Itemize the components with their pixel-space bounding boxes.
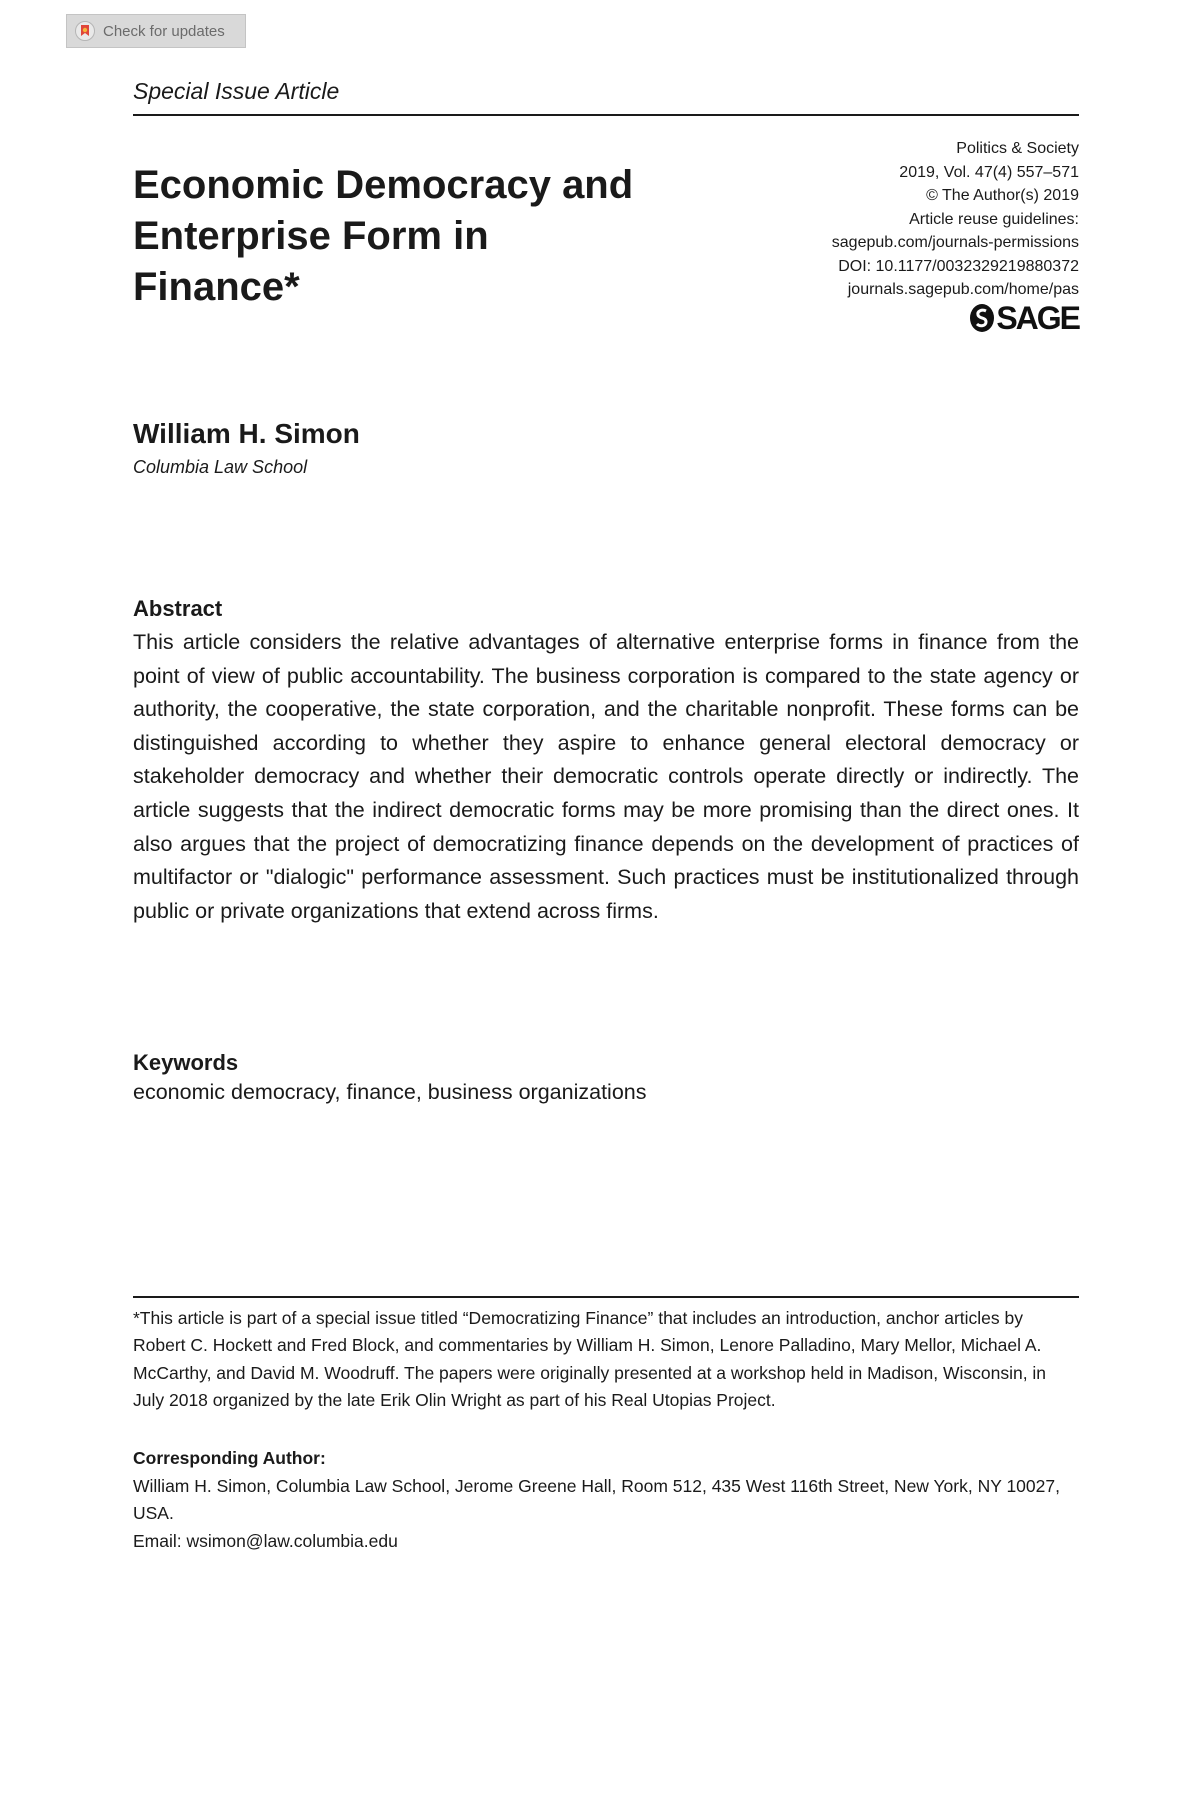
check-for-updates-button[interactable] <box>66 14 246 48</box>
sage-logo <box>969 302 1079 334</box>
sage-logo-icon <box>969 303 995 333</box>
keywords-heading: Keywords <box>133 1050 239 1075</box>
author-name: William H. Simon <box>133 418 360 449</box>
doi-link[interactable]: DOI: 10.1177/0032329219880372 <box>838 257 1079 275</box>
corresponding-author-details <box>133 1473 1079 1555</box>
check-for-updates-label: Check for updates <box>103 22 225 40</box>
reuse-guidelines-label: Article reuse guidelines: <box>909 210 1079 228</box>
crossmark-icon <box>75 21 95 41</box>
article-type-label: Special Issue Article <box>133 78 340 104</box>
article-title: Economic Democracy and Enterprise Form in Finance* <box>133 163 634 309</box>
copyright-line: © The Author(s) 2019 <box>926 187 1079 204</box>
email-label: Email: <box>133 1530 187 1551</box>
corresponding-author-heading: Corresponding Author: <box>133 1448 326 1468</box>
keywords-text: economic democracy, finance, business organizations <box>133 1080 647 1104</box>
journal-meta <box>659 137 1079 302</box>
corresponding-address: William H. Simon, Columbia Law School, Jerome Greene Hall, Room 512, 435 West 116th Street, New York, NY 10027, USA. <box>133 1476 1060 1524</box>
title-footnote: *This article is part of a special issue titled “Democratizing Finance” that includes an introduction, anchor articles by Robert C. Hockett and Fred Block, and commentaries by William H. Simon, Lenore Palladino, Mary Mellor, Michael A. McCarthy, and David M. Woodruff. The papers were originally presented at a workshop held in Madison, Wisconsin, in July 2018 organized by the late Erik Olin Wright as part of his Real Utopias Project. <box>133 1308 1047 1410</box>
corresponding-email-line <box>133 1528 1079 1555</box>
sage-logo-text: SAGE <box>996 300 1079 336</box>
header-rule <box>133 114 1079 116</box>
journal-name: Politics & Society <box>956 140 1079 157</box>
journal-volume: 2019, Vol. 47(4) 557–571 <box>899 163 1079 181</box>
author-affiliation: Columbia Law School <box>133 457 308 477</box>
email-link[interactable]: wsimon@law.columbia.edu <box>186 1530 398 1551</box>
abstract-heading: Abstract <box>133 596 223 621</box>
footnote-rule <box>133 1296 1079 1298</box>
abstract-text: This article considers the relative advantages of alternative enterprise forms in finance from the point of view of public accountability. The business corporation is compared to the state agency or authority, the cooperative, the state corporation, and the charitable nonprofit. These forms can be distinguished according to whether they aspire to enhance general electoral democracy or stakeholder democracy and whether their democratic controls operate directly or indirectly. The article suggests that the indirect democratic forms may be more promising than the direct ones. It also argues that the project of democratizing finance depends on the development of practices of multifactor or "dialogic" performance assessment. Such practices must be institutionalized through public or private organizations that extend across firms. <box>133 630 1079 923</box>
permissions-link[interactable]: sagepub.com/journals-permissions <box>831 234 1079 251</box>
journal-home-link[interactable]: journals.sagepub.com/home/pas <box>847 281 1079 298</box>
